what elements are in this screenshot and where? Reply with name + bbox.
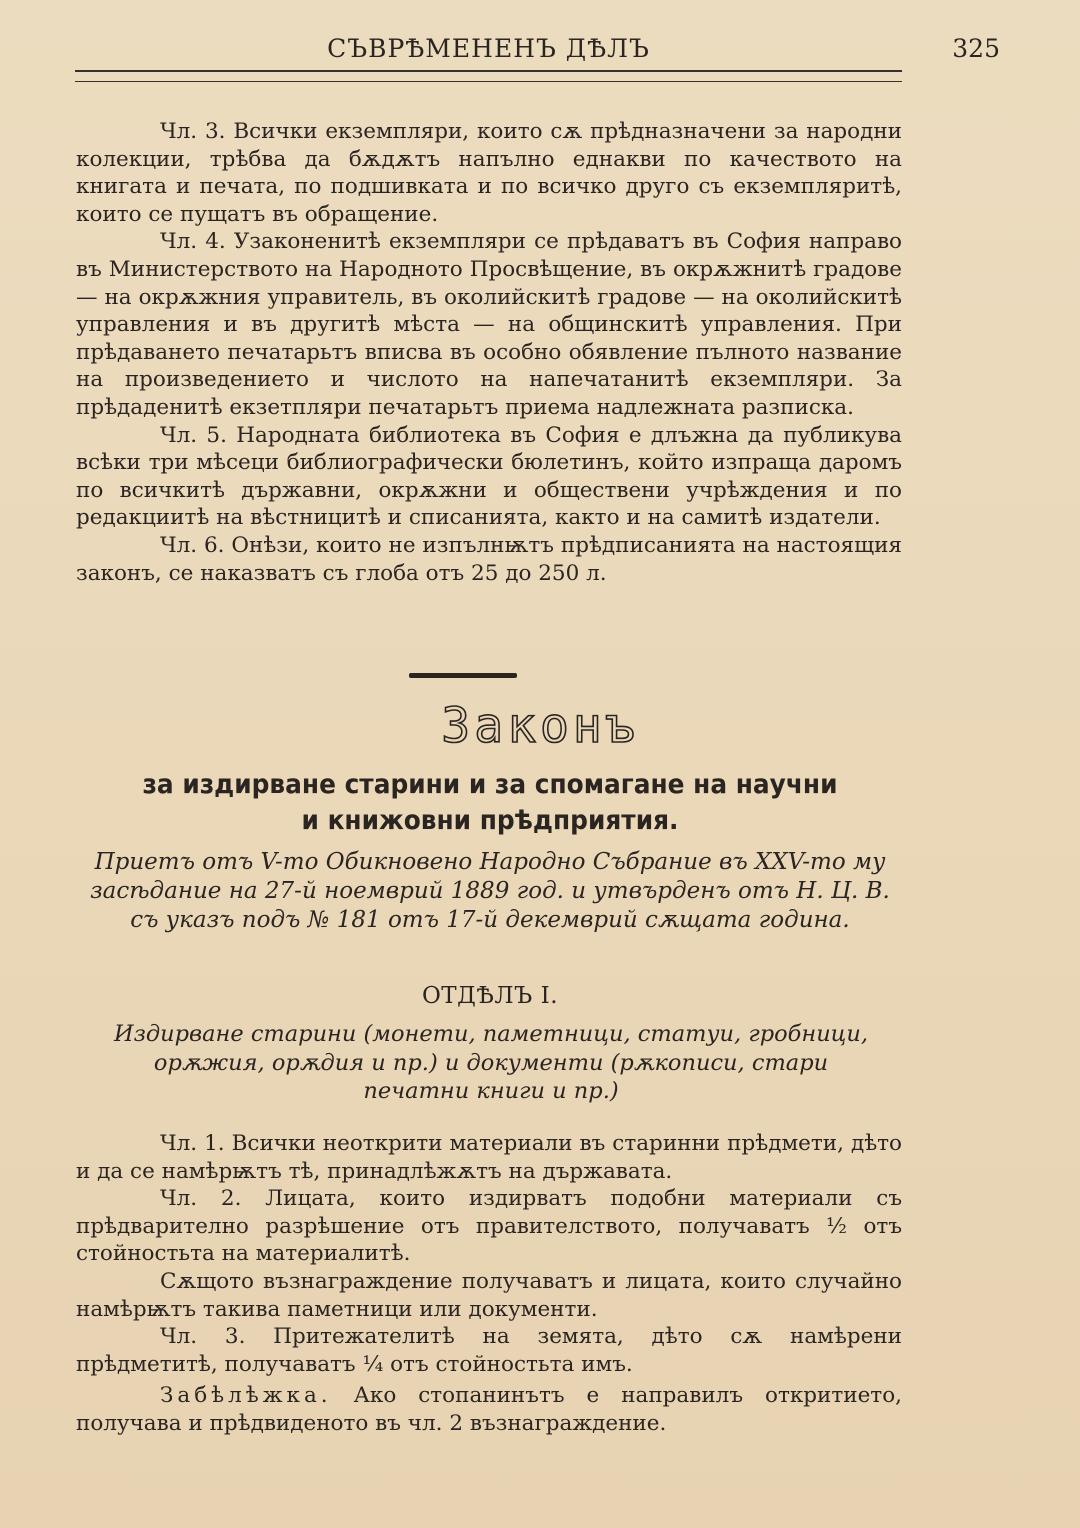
article-paragraph: Чл. 3. Притежателитѣ на земята, дѣто сѫ намѣрени прѣдметитѣ, получаватъ ¼ отъ стойностьта имъ. xyxy=(76,1324,902,1377)
division-heading: ОТДѢЛЪ I. xyxy=(421,983,559,1009)
note-text: Ако стопанинътъ е направилъ откритието, получава и прѣдвиденото въ чл. 2 възнаграждение. xyxy=(76,1383,902,1436)
running-head xyxy=(75,30,1000,70)
note-label: Забѣлѣжка. xyxy=(160,1383,332,1409)
article-paragraph: Чл. 1. Всички неоткрити материали въ старинни прѣдмети, дѣто и да се намѣрѭтъ тѣ, принадлѣжѫтъ на държавата. xyxy=(76,1131,902,1184)
law-articles xyxy=(76,1130,902,1438)
running-title: СЪВРѢМЕНЕНЪ ДѢЛЪ xyxy=(327,34,650,63)
law-subtitle-line: и книжовни прѣдприятия. xyxy=(301,805,679,836)
page-number: 325 xyxy=(952,34,1000,63)
law-subtitle-line: за издирване старини и за спомагане на научни xyxy=(142,769,838,800)
article-paragraph: Чл. 6. Онѣзи, които не изпълнѭтъ прѣдписанията на настоящия законъ, се наказватъ съ глоба отъ 25 до 250 л. xyxy=(76,532,902,586)
article-paragraph: Чл. 4. Узаконенитѣ екземпляри се прѣдаватъ въ София направо въ Министерството на Народното Просвѣщение, въ окрѫжнитѣ градове — на окрѫжния управитель, въ околийскитѣ градове — на околийскитѣ управления и въ другитѣ мѣста — на общинскитѣ управления. При прѣдаването печатарьтъ вписва въ особно обявление пълното название на произведението и числото на напечатанитѣ екземпляри. За прѣдаденитѣ екзетпляри печатарьтъ приема надлежната разписка. xyxy=(76,229,902,420)
article-paragraph: Сѫщото възнаграждение получаватъ и лицата, които случайно намѣрѭтъ такива паметници или документи. xyxy=(76,1268,902,1322)
article-paragraph: Чл. 5. Народната библиотека въ София е длъжна да публикува всѣки три мѣсеци библиографически бюлетинъ, който изпраща даромъ по всичкитѣ държавни, окрѫжни и обществени учрѣждения и по редакциитѣ на вѣстницитѣ и списанията, както и на самитѣ издатели. xyxy=(76,422,902,531)
law-subtitle xyxy=(113,767,867,839)
section-divider-ornament xyxy=(409,673,517,678)
division-description: Издирване старини (монети, паметници, статуи, гробници, орѫжия, орѫдия и пр.) и документи (рѫкописи, стари печатни книги и пр.) xyxy=(113,1021,869,1104)
previous-law-articles xyxy=(76,118,902,587)
header-double-rule xyxy=(75,70,902,82)
article-paragraph: Чл. 3. Всички екземпляри, които сѫ прѣдназначени за народни колекции, трѣбва да бѫдѫтъ напълно еднакви по качеството на книгата и печата, по подшивката и по всичко друго съ екземпляритѣ, които се пущатъ въ обращение. xyxy=(76,119,902,227)
note-paragraph xyxy=(76,1382,902,1437)
law-title: Законъ xyxy=(441,698,639,754)
article-paragraph: Чл. 2. Лицата, които издирватъ подобни материали съ прѣдварително разрѣшение отъ правителството, получаватъ ½ отъ стойностьта на материалитѣ. xyxy=(76,1186,902,1267)
enactment-note: Приетъ отъ V-то Обикновено Народно Събрание въ XXV-то му засѣдание на 27-й ноемврий 1889 год. и утвърденъ отъ Н. Ц. В. съ указъ подъ № 181 отъ 17-й декемврий сѫщата година. xyxy=(90,849,890,933)
